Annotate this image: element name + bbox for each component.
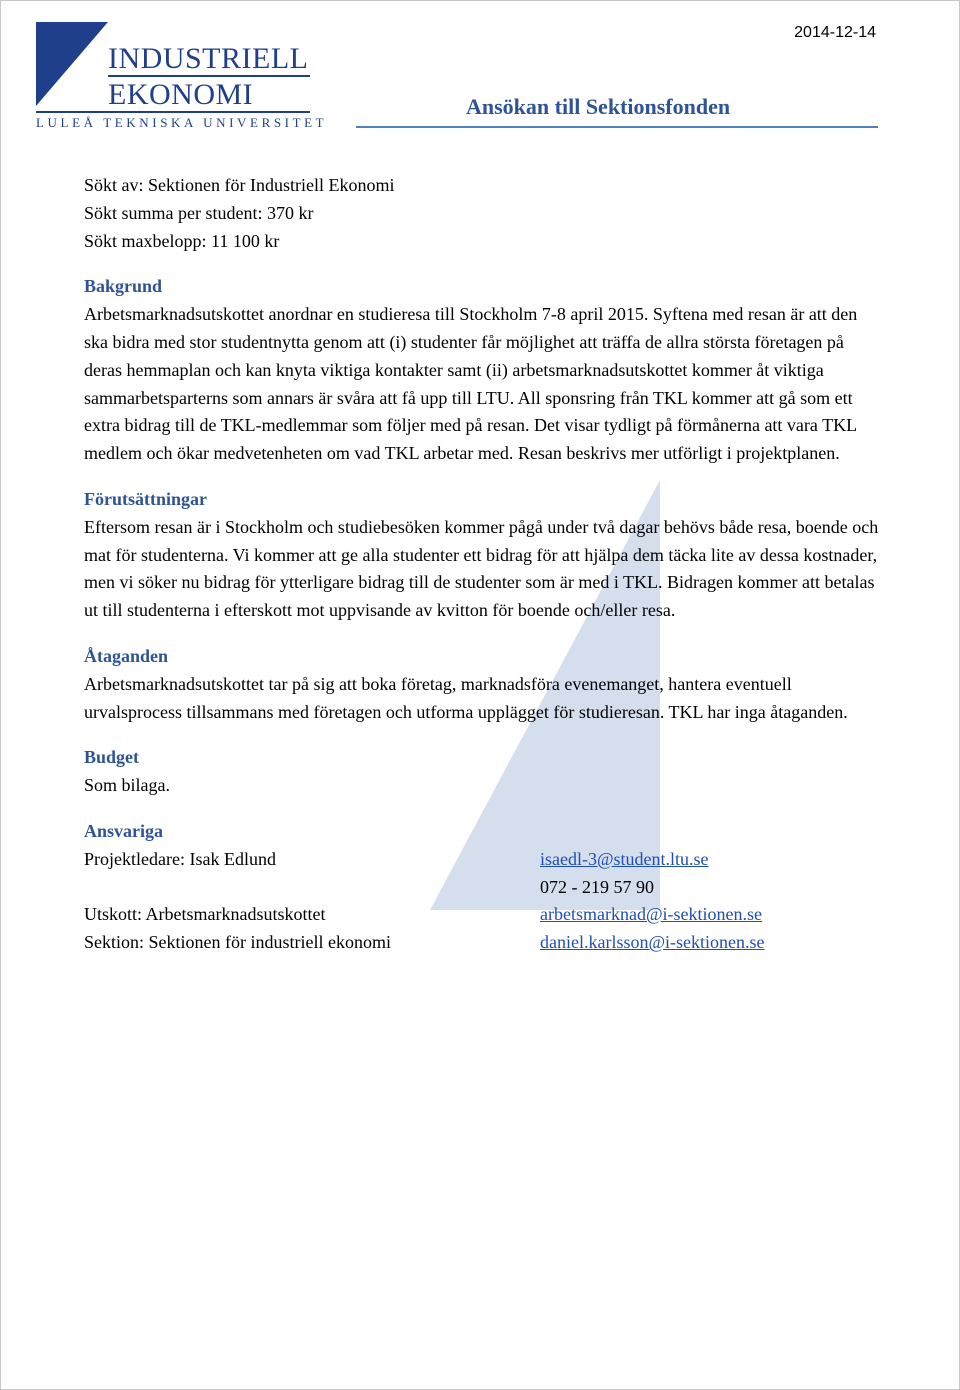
- logo-line1: INDUSTRIELL: [108, 42, 309, 75]
- contact-label: [84, 874, 540, 902]
- text-ataganden: Arbetsmarknadsutskottet tar på sig att boka företag, marknadsföra evenemanget, hantera eventuell urvalsprocess tillsammans med företagen och utforma upplägget för studieresan. TKL har inga åtaganden.: [84, 673, 848, 722]
- contacts-table: [84, 846, 884, 957]
- text-budget: Som bilaga.: [84, 775, 170, 796]
- text-bakgrund: Arbetsmarknadsutskottet anordnar en studieresa till Stockholm 7-8 april 2015. Syftena med resan är att den ska bidra med stor studentnytta genom att (i) studenter får möjlighet att träffa de allra största företagen på deras hemmaplan och kan knyta viktiga kontakter samt (ii) arbetsmarknadsutskottet kommer åt viktiga sammarbetsparterns som annars är svåra att få upp till LTU. All sponsring från TKL kommer att gå som ett extra bidrag till de TKL-medlemmar som följer med på resan. Det visar tydligt på förmånerna att vara TKL medlem och ökar medvetenheten om vad TKL arbetar med. Resan beskrivs mer utförligt i projektplanen.: [84, 304, 858, 464]
- heading-forutsattningar: Förutsättningar: [84, 488, 207, 509]
- email-link[interactable]: arbetsmarknad@i-sektionen.se: [540, 904, 763, 925]
- contact-row: [84, 846, 884, 874]
- text-forutsattningar: Eftersom resan är i Stockholm och studiebesöken kommer pågå under två dagar behövs både resa, boende och mat för studenterna. Vi kommer att ge alla studenter ett bidrag för att hjälpa dem täcka lite av dessa kostnader, men vi söker nu bidrag för ytterligare bidrag till de studenter som är med i TKL. Bidragen kommer att betalas ut till studenterna i efterskott mot uppvisande av kvitton för boende och/eller resa.: [84, 516, 879, 621]
- phone-number: 072 - 219 57 90: [540, 876, 654, 897]
- heading-bakgrund: Bakgrund: [84, 276, 163, 297]
- logo-rule-bottom: [36, 111, 310, 113]
- logo: [36, 22, 328, 132]
- intro-amount-per-student: Sökt summa per student: 370 kr: [84, 202, 314, 223]
- contact-label: Sektion: Sektionen för industriell ekonomi: [84, 932, 391, 953]
- contact-row: [84, 874, 884, 902]
- email-link[interactable]: isaedl-3@student.ltu.se: [540, 848, 709, 869]
- intro-applicant: Sökt av: Sektionen för Industriell Ekonomi: [84, 175, 395, 195]
- heading-ataganden: Åtaganden: [84, 645, 169, 666]
- title-rule: [356, 126, 878, 128]
- contact-label: Projektledare: Isak Edlund: [84, 848, 276, 869]
- logo-subtitle: LULEÅ TEKNISKA UNIVERSITET: [36, 115, 328, 130]
- heading-ansvariga: Ansvariga: [84, 820, 164, 841]
- logo-line2: EKONOMI: [108, 78, 254, 111]
- logo-mark-icon: [36, 22, 108, 106]
- contact-row: [84, 901, 884, 929]
- contact-row: [84, 929, 884, 957]
- intro-max-amount: Sökt maxbelopp: 11 100 kr: [84, 230, 280, 251]
- document-date: 2014-12-14: [794, 24, 876, 41]
- email-link[interactable]: daniel.karlsson@i-sektionen.se: [540, 932, 765, 953]
- logo-rule: [108, 75, 310, 77]
- heading-budget: Budget: [84, 747, 140, 768]
- document-body: [84, 172, 884, 957]
- page-title: Ansökan till Sektionsfonden: [466, 94, 731, 119]
- contact-label: Utskott: Arbetsmarknadsutskottet: [84, 904, 326, 925]
